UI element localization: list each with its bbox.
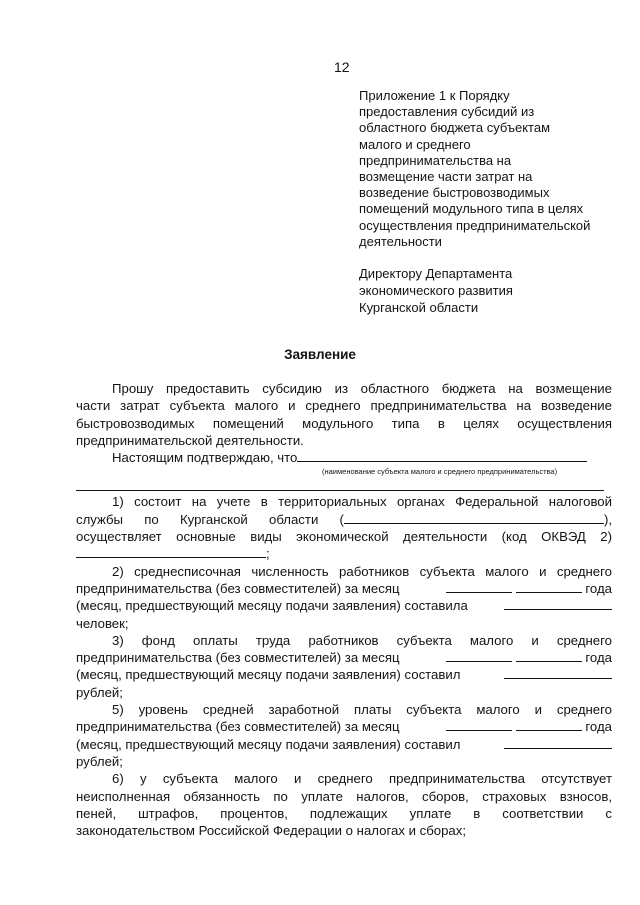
item6-line: пеней, штрафов, процентов, подлежащих уплате в соответствии с (76, 805, 612, 821)
item5-text: года (585, 719, 612, 735)
appendix-line: областного бюджета субъектам (359, 120, 551, 136)
confirm-line (76, 449, 612, 466)
item3-line: 3) фонд оплаты труда работников субъекта малого и среднего (112, 632, 612, 648)
item2-text: года (585, 580, 612, 596)
item2-line (76, 580, 612, 597)
appendix-line: осуществления предпринимательской (359, 217, 591, 233)
item5-line (76, 718, 612, 735)
month-field[interactable] (446, 718, 512, 731)
item3-text: (месяц, предшествующий месяцу подачи заявления) составил (76, 667, 461, 683)
headcount-field[interactable] (504, 597, 612, 610)
month-field[interactable] (446, 649, 512, 662)
month-field[interactable] (446, 580, 512, 593)
appendix-line: предоставления субсидий из (359, 104, 535, 120)
item3-text: предпринимательства (без совместителей) за месяц (76, 650, 400, 666)
entity-name-field[interactable] (297, 449, 587, 462)
item6-line: законодательством Российской Федерации о налогах и сборах; (76, 823, 467, 839)
entity-name-caption: (наименование субъекта малого и среднего предпринимательства) (322, 467, 558, 477)
addressee-block (359, 265, 621, 316)
item2-line: человек; (76, 615, 129, 631)
item1-text: ; (266, 546, 270, 562)
item5-text: (месяц, предшествующий месяцу подачи заявления) составил (76, 736, 461, 752)
payroll-field[interactable] (504, 666, 612, 679)
appendix-line: помещений модульного типа в целях (359, 201, 584, 217)
appendix-line: деятельности (359, 233, 442, 249)
appendix-line: возмещение части затрат на (359, 169, 533, 185)
addressee-line: экономического развития (359, 283, 513, 298)
item5-line: 5) уровень средней заработной платы субъекта малого и среднего (112, 702, 612, 718)
appendix-line: Приложение 1 к Порядку (359, 88, 510, 103)
application-body (76, 380, 612, 839)
item2-text: предпринимательства (без совместителей) за месяц (76, 580, 400, 596)
item3-line (76, 666, 612, 683)
item2-line (76, 597, 612, 614)
page-number: 12 (334, 59, 350, 75)
request-line: Прошу предоставить субсидию из областного бюджета на возмещение (112, 381, 612, 396)
item1-line (76, 511, 612, 528)
average-salary-field[interactable] (504, 736, 612, 749)
appendix-line: возведение быстровозводимых (359, 185, 550, 201)
item6-line: неисполненная обязанность по уплате налогов, сборов, страховых взносов, (76, 788, 612, 804)
item3-text: года (585, 650, 612, 666)
addressee-line: Директору Департамента (359, 266, 513, 281)
item5-line: рублей; (76, 753, 123, 769)
okved-field[interactable] (76, 545, 266, 558)
appendix-block (359, 88, 621, 250)
request-line: предпринимательской деятельности. (76, 432, 304, 448)
item1-text: ), (603, 511, 612, 527)
entity-name-field-continued[interactable] (76, 477, 604, 491)
confirm-text: Настоящим подтверждаю, что (112, 450, 298, 466)
request-line: быстровозводимых помещений модульного типа в целях осуществления (76, 415, 612, 431)
item2-line: 2) среднесписочная численность работников субъекта малого и среднего (112, 563, 612, 579)
tax-office-field[interactable] (344, 511, 604, 524)
item2-text: (месяц, предшествующий месяцу подачи заявления) составила (76, 598, 468, 614)
item1-line: осуществляет основные виды экономической деятельности (код ОКВЭД 2) (76, 529, 612, 545)
item6-line: 6) у субъекта малого и среднего предпринимательства отсутствует (112, 771, 612, 787)
item3-line: рублей; (76, 684, 123, 700)
item5-line (76, 736, 612, 753)
addressee-line: Курганской области (359, 300, 479, 315)
item1-line: 1) состоит на учете в территориальных органах Федеральной налоговой (112, 494, 612, 510)
year-field[interactable] (516, 649, 582, 662)
request-line: части затрат субъекта малого и среднего предпринимательства на возведение (76, 398, 612, 414)
appendix-line: малого и среднего (359, 136, 471, 152)
item3-line (76, 649, 612, 666)
item1-line (76, 545, 612, 562)
appendix-line: предпринимательства на (359, 152, 512, 168)
item1-text: службы по Курганской области ( (76, 511, 344, 527)
item5-text: предпринимательства (без совместителей) за месяц (76, 719, 400, 735)
year-field[interactable] (516, 580, 582, 593)
year-field[interactable] (516, 718, 582, 731)
document-title: Заявление (284, 347, 356, 362)
